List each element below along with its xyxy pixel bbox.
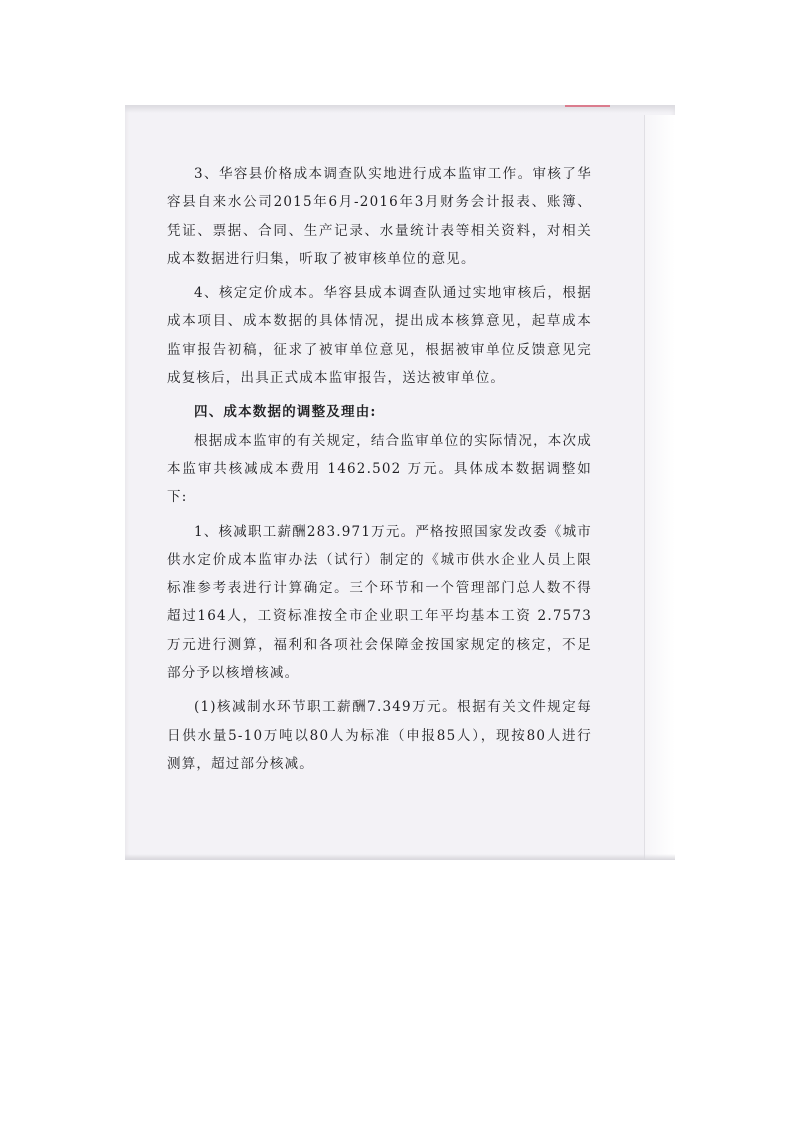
scan-bottom-edge [125, 854, 675, 860]
scan-right-edge [644, 115, 675, 860]
paragraph-item-1: 1、核减职工薪酬283.971万元。严格按照国家发改委《城市供水定价成本监审办法（试行）制定的《城市供水企业人员上限标准参考表进行计算确定。三个环节和一个管理部门总人数不得超过164人，工资标准按全市企业职工年平均基本工资 2.7573 万元进行测算，福利和各项社会保障金按国家规定的核定，不足部分予以核增核减。 [167, 523, 592, 682]
paragraph-step-4: 4、核定定价成本。华容县成本调查队通过实地审核后，根据成本项目、成本数据的具体情况，提出成本核算意见，起草成本监审报告初稿，征求了被审单位意见，根据被审单位反馈意见完成复核后，出具正式成本监审报告，送达被审单位。 [167, 285, 592, 387]
paragraph-step-3: 3、华容县价格成本调查队实地进行成本监审工作。审核了华容县自来水公司2015年6月-2016年3月财务会计报表、账簿、凭证、票据、合同、生产记录、水量统计表等相关资料，对相关成本数据进行归集，听取了被审核单位的意见。 [167, 166, 592, 267]
paragraph-summary: 根据成本监审的有关规定，结合监审单位的实际情况，本次成本监审共核减成本费用 1462.502 万元。具体成本数据调整如下: [167, 432, 592, 506]
paragraph-item-1-1: (1)核减制水环节职工薪酬7.349万元。根据有关文件规定每日供水量5-10万吨以80人为标准（申报85人），现按80人进行测算，超过部分核减。 [167, 699, 592, 772]
document-body [167, 160, 592, 784]
section-heading: 四、成本数据的调整及理由: [194, 404, 377, 421]
red-page-mark [565, 105, 610, 107]
